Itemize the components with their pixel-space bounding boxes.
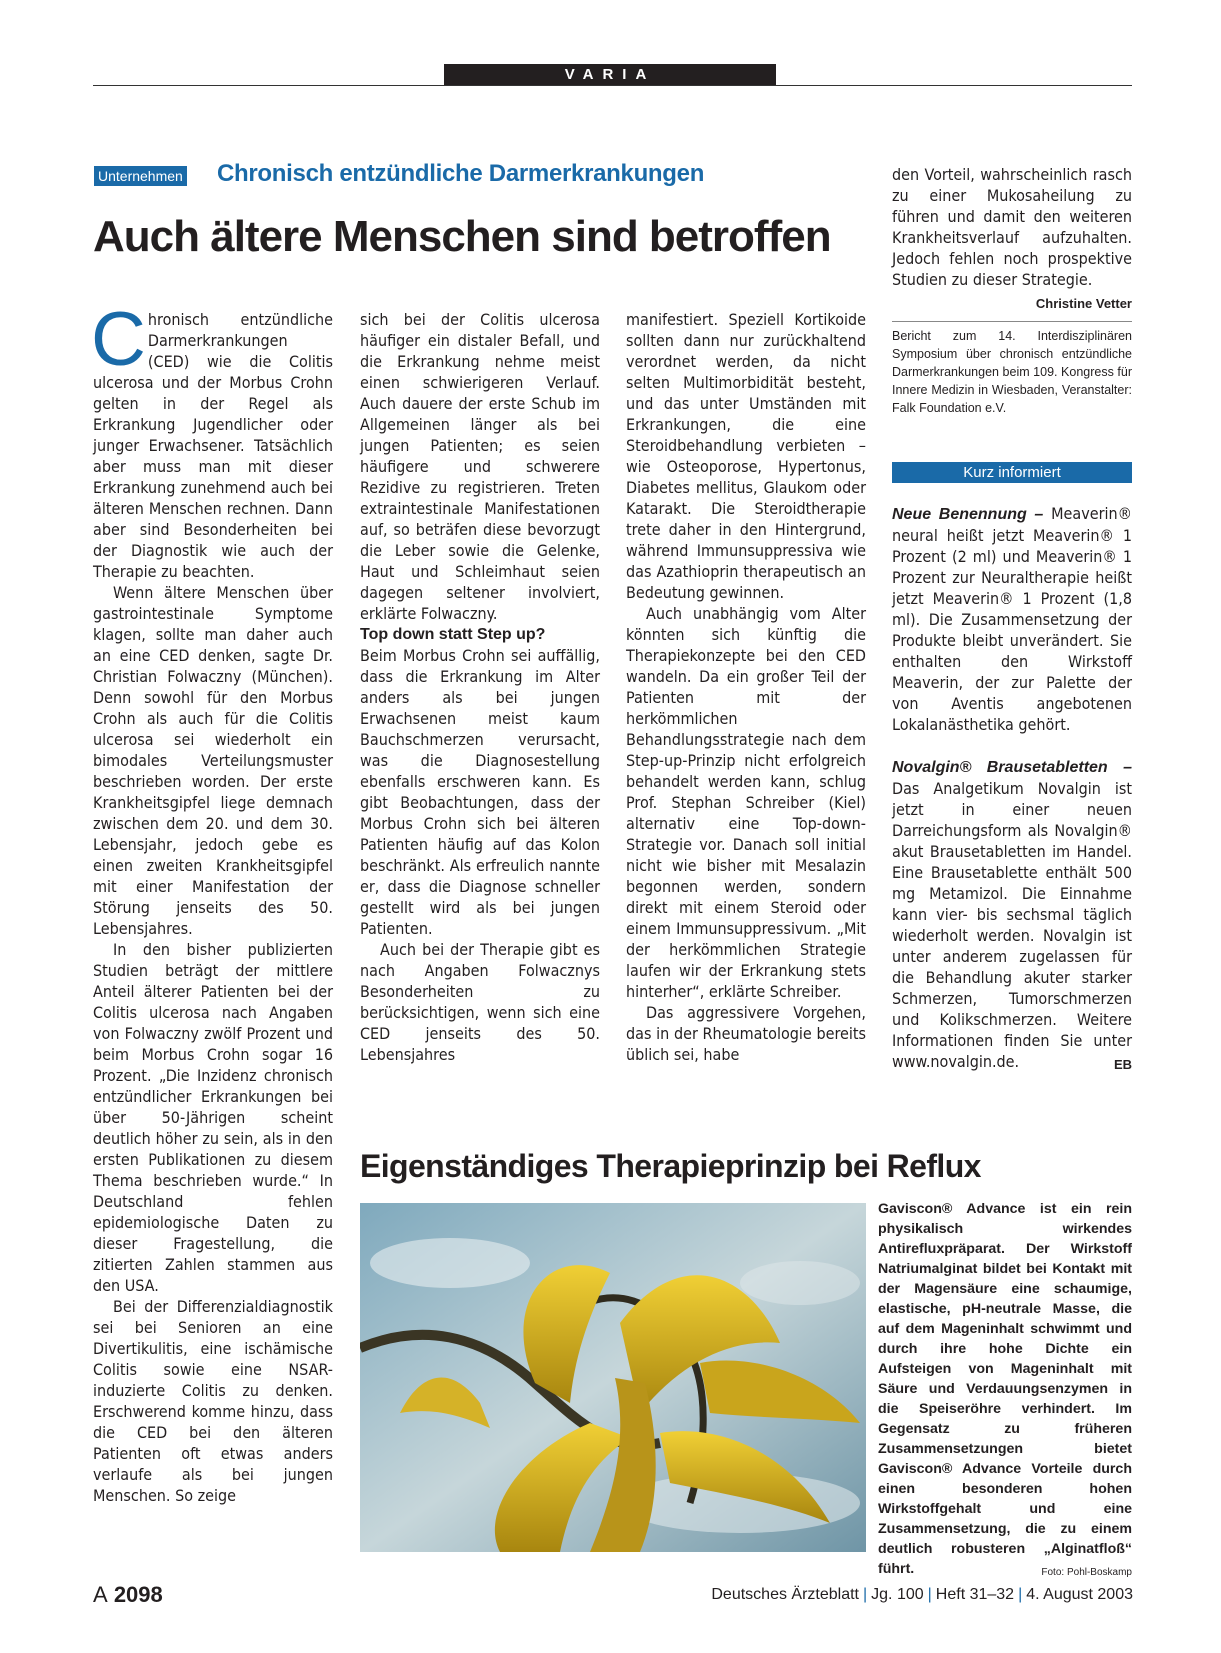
caption-text: Gaviscon® Advance ist ein rein physikalisch wirkendes Antirefluxpräparat. Der Wirkstoff Natriumalginat bildet bei Kontakt mit der Magensäure eine schaumige, elastische, pH-neutrale Masse, die auf dem Mageninhalt schwimmt und durch ihre hohe Dichte ein Aufsteigen von Mageninhalt mit Säure und Verdauungsenzymen in die Speiseröhre verhindert. Im Gegensatz zu früheren Zusammensetzungen bietet Gaviscon® Advance Vorteile durch einen besonderen hohen Wirkstoffgehalt und eine Zusammensetzung, die zu einem deutlich robusteren „Alginatfloß“ führt. <box>878 1201 1132 1577</box>
seaweed-photo <box>360 1203 866 1552</box>
article-kicker: Chronisch entzündliche Darmerkrankungen <box>217 160 705 187</box>
paragraph: manifestiert. Speziell Kortikoide sollten dann nur zurückhaltend verordnet werden, da nicht selten Multimorbidität besteht, und das unter Umständen mit Erkrankungen, die eine Steroidbehandlung verbieten – wie Osteoporose, Hypertonus, Diabetes mellitus, Glaukom oder Katarakt. Die Steroidtherapie trete daher in den Hintergrund, während Immunsuppressiva wie das Azathioprin therapeutisch an Bedeutung gewinnen. <box>626 310 866 602</box>
article-column-4 <box>892 164 1132 314</box>
news-item-text: Meaverin® neural heißt jetzt Meaverin® 1 Prozent (2 ml) und Meaverin® 1 Prozent zur Neuraltherapie heißt jetzt Meaverin® 1 Prozent (1,8 ml). Die Zusammensetzung der Produkte bleibt unverändert. Sie enthalten den Wirkstoff Meaverin, der zur Palette der von Aventis angebotenen Lokalanästhetika gehört. <box>892 504 1133 734</box>
subheading: Top down statt Step up? <box>360 626 546 643</box>
journal-footer: Deutsches Ärzteblatt | Jg. 100 | Heft 31–32 | 4. August 2003 <box>711 1586 1133 1603</box>
section-label: VARIA <box>444 64 776 85</box>
journal-volume: Jg. 100 <box>871 1586 924 1603</box>
page-number <box>93 1582 163 1608</box>
page-prefix: A <box>93 1582 108 1607</box>
paragraph: Bei der Differenzialdiagnostik sei bei Senioren an eine Divertikulitis, eine ischämische Colitis sowie eine NSAR-induzierte Colitis zu denken. Erschwerend komme hinzu, dass die CED bei den älteren Patienten oft etwas anders verlaufe als bei jungen Menschen. So zeige <box>93 1297 333 1505</box>
photo-credit: Foto: Pohl-Boskamp <box>1041 1567 1132 1578</box>
paragraph: Auch unabhängig vom Alter könnten sich künftig die Therapiekonzepte bei den CED wandeln. Da ein großer Teil der Patienten mit der herkömmlichen Behandlungsstrategie nach dem Step-up-Prinzip nicht erfolgreich behandelt werden kann, schlug Prof. Stephan Schreiber (Kiel) alternativ eine Top-down-Strategie vor. Danach soll initial nicht wie bisher mit Mesalazin begonnen werden, sondern direkt mit einem Steroid oder einem Immunsuppressivum. „Mit der herkömmlichen Strategie laufen wir der Erkrankung stets hinterher“, erklärte Schreiber. <box>626 604 866 1001</box>
category-tag: Unternehmen <box>94 166 187 186</box>
paragraph: hronisch entzündliche Darmerkrankungen (CED) wie die Colitis ulcerosa und der Morbus Crohn gelten in der Regel als Erkrankung Jugendlicher oder junger Erwachsener. Tatsächlich aber muss man mit dieser Erkrankung zunehmend auch bei älteren Menschen rechnen. Dann aber sind Besonderheiten bei der Diagnostik wie auch der Therapie zu beachten. <box>93 310 333 581</box>
paragraph: Wenn ältere Menschen über gastrointestinale Symptome klagen, sollte man daher auch an eine CED denken, sagte Dr. Christian Folwaczny (München). Denn sowohl für den Morbus Crohn als auch für die Colitis ulcerosa sei wiederholt ein bimodales Verteilungsmuster beschrieben worden. Der erste Krankheitsgipfel liege demnach zwischen dem 20. und dem 30. Lebensjahr, jedoch gebe es einen zweiten Krankheitsgipfel mit einer Manifestation der Störung jenseits des 50. Lebensjahres. <box>93 583 333 938</box>
journal-issue: Heft 31–32 <box>935 1586 1015 1603</box>
event-note: Bericht zum 14. Interdisziplinären Symposium über chronisch entzündliche Darmerkrankungen beim 109. Kongress für Innere Medizin in Wiesbaden, Veranstalter: Falk Foundation e.V. <box>892 329 1132 415</box>
drop-cap: C <box>91 297 146 382</box>
article-column-2 <box>360 309 600 1065</box>
news-item-text: Das Analgetikum Novalgin ist jetzt in einer neuen Darreichungsform als Novalgin® akut Brausetabletten im Handel. Eine Brausetablette enthält 500 mg Metamizol. Die Einnahme kann vier- bis sechsmal täglich wiederholt werden. Novalgin ist unter anderem zugelassen für die Behandlung akuter starker Schmerzen, Tumorschmerzen und Kolikschmerzen. Weitere Informationen finden Sie unter www.novalgin.de. <box>892 779 1132 1071</box>
reflux-headline: Eigenständiges Therapieprinzip bei Reflux <box>360 1148 981 1184</box>
author-initials: EB <box>1113 1057 1132 1072</box>
kurz-informiert-column <box>892 503 1132 1075</box>
journal-date: 4. August 2003 <box>1026 1586 1133 1603</box>
paragraph: Das aggressivere Vorgehen, das in der Rheumatologie bereits üblich sei, habe <box>626 1003 866 1064</box>
author-name: Christine Vetter <box>1035 296 1132 311</box>
seaweed-photo-graphic <box>360 1203 866 1552</box>
paragraph: den Vorteil, wahrscheinlich rasch zu einer Mukosaheilung zu führen und damit den weiteren Krankheitsverlauf aufzuhalten. Jedoch fehlen noch prospektive Studien zu dieser Strategie. <box>892 165 1132 289</box>
top-rule <box>93 85 1132 86</box>
kurz-informiert-banner: Kurz informiert <box>892 462 1132 483</box>
paragraph: Beim Morbus Crohn sei auffällig, dass die Erkrankung im Alter anders als bei jungen Erwachsenen meist kaum Bauchschmerzen verursacht, was die Diagnosestellung ebenfalls erschweren kann. Es gibt Beobachtungen, dass der Morbus Crohn sich bei älteren Patienten häufig auf das Kolon beschränkt. Als erfreulich nannte er, dass die Diagnose schneller gestellt wird als bei jungen Patienten. <box>360 646 600 938</box>
paragraph: In den bisher publizierten Studien beträgt der mittlere Anteil älterer Patienten bei der Colitis ulcerosa nach Angaben von Folwaczny zwölf Prozent und beim Morbus Crohn sogar 16 Prozent. „Die Inzidenz chronisch entzündlicher Erkrankungen bei über 50-Jährigen scheint deutlich höher zu sein, als in den ersten Publikationen zu diesem Thema beschrieben wurde.“ In Deutschland fehlen epidemiologische Daten zu dieser Fragestellung, die zitierten Zahlen stammen aus den USA. <box>93 940 333 1295</box>
article-column-1 <box>91 297 333 1506</box>
journal-name: Deutsches Ärzteblatt <box>711 1586 859 1603</box>
article-headline: Auch ältere Menschen sind betroffen <box>93 212 831 261</box>
note-divider <box>892 321 1132 322</box>
paragraph: sich bei der Colitis ulcerosa häufiger ein distaler Befall, und die Erkrankung nehme meist einen schwierigeren Verlauf. Auch dauere der erste Schub im Allgemeinen länger als bei jungen Patienten; es seien häufigere und schwerere Rezidive zu registrieren. Treten extraintestinale Manifestationen auf, so beträfen diese bevorzugt die Leber sowie die Gelenke, Haut und Schleimhaut seien dagegen seltener involviert, erklärte Folwaczny. <box>360 310 600 623</box>
article-column-3 <box>626 309 866 1065</box>
paragraph: Auch bei der Therapie gibt es nach Angaben Folwacznys Besonderheiten zu berücksichtigen, wenn sich eine CED jenseits des 50. Lebensjahres <box>360 940 600 1064</box>
news-item-title: Neue Benennung – <box>892 506 1044 523</box>
page-number-value: 2098 <box>113 1582 163 1607</box>
news-item-title: Novalgin® Brausetabletten – <box>892 759 1132 776</box>
reflux-caption <box>878 1199 1132 1583</box>
